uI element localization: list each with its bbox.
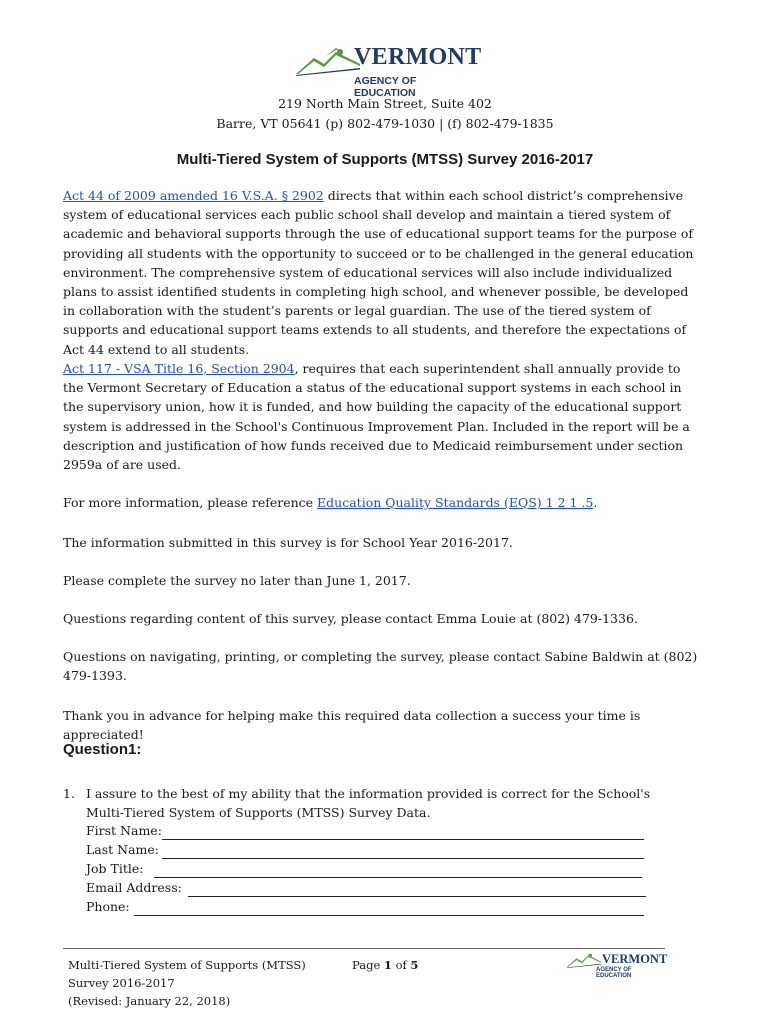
phone-line (134, 915, 644, 916)
logo-wordmark: VERMONT (354, 44, 482, 70)
question-text: I assure to the best of my ability that the information provided is correct for the School's Multi-Tiered System of Supports (MTSS) Survey Data. (86, 786, 651, 820)
first-name-field[interactable] (86, 823, 644, 841)
email-label: Email Address: (86, 880, 182, 895)
email-field[interactable] (86, 880, 646, 898)
act44-link[interactable]: Act 44 of 2009 amended 16 V.S.A. § 2902 (63, 188, 324, 203)
mountain-logo-icon (296, 46, 360, 76)
page-number: 1 (383, 958, 392, 972)
paragraph-navigation-contact: Questions on navigating, printing, or completing the survey, please contact Sabine Baldwin at (802) 479-1393. (63, 649, 698, 684)
footer-logo-wordmark: VERMONT (602, 952, 668, 966)
eqs-link[interactable]: Education Quality Standards (EQS) 1 2 1 .5 (317, 495, 594, 510)
paragraph-thank-you: Thank you in advance for helping make this required data collection a success your time is appreciated! (63, 708, 641, 743)
footer-line-1: Multi-Tiered System of Supports (MTSS) (68, 958, 306, 972)
page-indicator (352, 956, 418, 974)
document-title: Multi-Tiered System of Supports (MTSS) Survey 2016-2017 (176, 151, 594, 168)
paragraph-act44 (63, 186, 703, 359)
footer-line-3: (Revised: January 22, 2018) (68, 994, 231, 1008)
first-name-label: First Name: (86, 823, 162, 838)
question-heading: Question1: (63, 741, 142, 758)
page-of: of (391, 958, 411, 972)
more-info-period: . (593, 495, 598, 510)
job-title-field[interactable] (86, 861, 642, 879)
paragraph-school-year: The information submitted in this survey is for School Year 2016-2017. (63, 535, 513, 550)
paragraph-more-info (63, 493, 703, 512)
paragraph-act117-text: , requires that each superintendent shall annually provide to the Vermont Secretary of Education a status of the educational support systems in each school in the supervisory union, how it is funded, and how building the capacity of the educational support system is addressed in the School's Continuous Improvement Plan. Included in the report will be a description and justification of how funds received due to Medicaid reimbursement under section 2959a of are used. (63, 361, 690, 473)
act117-link[interactable]: Act 117 - VSA Title 16, Section 2904 (63, 361, 295, 376)
last-name-label: Last Name: (86, 842, 160, 857)
job-title-label: Job Title: (86, 861, 144, 876)
last-name-line (162, 858, 644, 859)
page-total: 5 (410, 958, 419, 972)
last-name-field[interactable] (86, 842, 644, 860)
paragraph-deadline: Please complete the survey no later than June 1, 2017. (63, 573, 411, 588)
job-title-line (154, 877, 642, 878)
first-name-line (162, 839, 644, 840)
footer-doc-info (68, 956, 328, 1010)
vermont-aoe-logo (296, 44, 482, 99)
page-label: Page (352, 958, 384, 972)
paragraph-content-contact: Questions regarding content of this survey, please contact Emma Louie at (802) 479-1336. (63, 611, 638, 626)
footer-rule (63, 948, 665, 949)
question-number: 1. (63, 786, 75, 801)
phone-label: Phone: (86, 899, 130, 914)
address-line-2: Barre, VT 05641 (p) 802-479-1030 | (f) 802-479-1835 (216, 116, 554, 131)
phone-field[interactable] (86, 899, 644, 917)
logo-subtitle: AGENCY OF EDUCATION (354, 75, 417, 99)
paragraph-act117 (63, 359, 703, 474)
more-info-text: For more information, please reference (63, 495, 318, 510)
footer-logo (566, 952, 668, 979)
paragraph-act44-text: directs that within each school district’s comprehensive system of educational services each public school shall develop and maintain a tiered system of academic and behavioral supports through the use of educational support teams for the purpose of providing all students with the opportunity to succeed or to be challenged in the general education environment. The comprehensive system of educational services will also include individualized plans to assist identified students in completing high school, and whenever possible, be developed in collaboration with the student’s parents or legal guardian. The use of the tiered system of supports and educational support teams extends to all students, and therefore the expectations of Act 44 extend to all students. (63, 188, 694, 357)
email-line (188, 896, 646, 897)
address-line-1: 219 North Main Street, Suite 402 (278, 96, 492, 111)
footer-mountain-logo-icon (566, 952, 602, 968)
footer-line-2: Survey 2016-2017 (68, 976, 175, 990)
footer-logo-subtitle: AGENCY OF EDUCATION (596, 967, 632, 979)
